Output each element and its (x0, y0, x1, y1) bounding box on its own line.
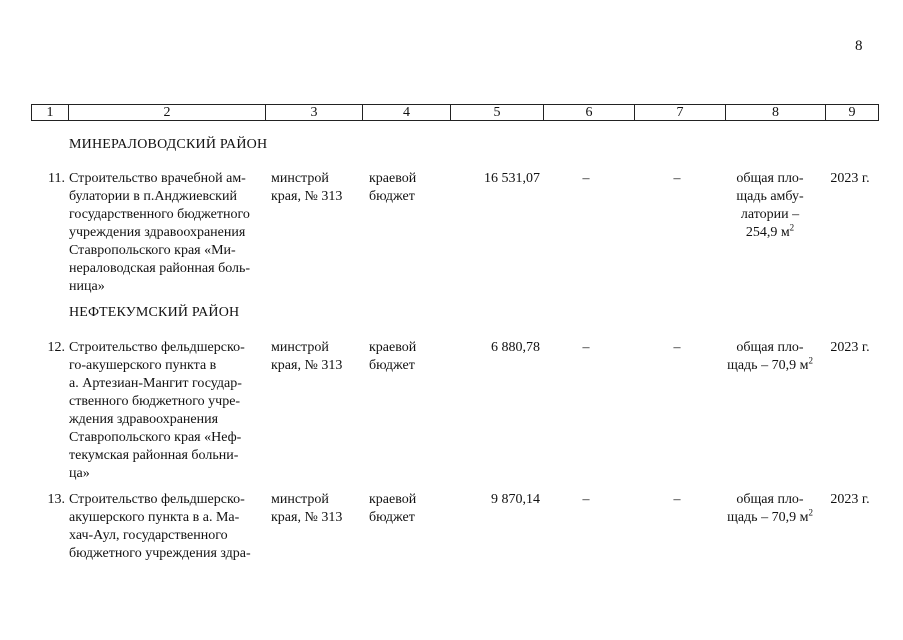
header-col-7: 7 (635, 105, 726, 121)
funding-source: краевой бюджет (369, 492, 417, 525)
object-name: Строительство фельдшерско- акушерского пункта в а. Ма- хач-Аул, государственного бюджетного учреждения здра- (69, 492, 251, 561)
col6-dash: – (582, 492, 590, 507)
funding-source: краевой бюджет (369, 340, 417, 373)
object-name: Строительство фельдшерско- го-акушерского пункта в а. Артезиан-Мангит государ- ственного бюджетного учре- ждения здравоохранения Ставропольского края «Неф- текумская районная больни- ца» (69, 340, 245, 481)
header-col-6: 6 (544, 105, 635, 121)
col7-dash: – (673, 171, 681, 186)
row-number: 13. (47, 492, 65, 507)
col7-dash: – (673, 340, 681, 355)
year: 2023 г. (830, 171, 870, 186)
row-number: 11. (48, 171, 65, 186)
amount: 9 870,14 (491, 492, 540, 507)
row-number: 12. (47, 340, 65, 355)
header-col-3: 3 (266, 105, 363, 121)
header-col-9: 9 (826, 105, 879, 121)
year: 2023 г. (830, 492, 870, 507)
capacity: общая пло- щадь – 70,9 $м^2$ (727, 492, 813, 525)
customer: минстрой края, № 313 (271, 492, 343, 525)
col7-dash: – (673, 492, 681, 507)
amount: 6 880,78 (491, 340, 540, 355)
page-number: 8 (855, 38, 863, 54)
funding-source: краевой бюджет (369, 171, 417, 204)
year: 2023 г. (830, 340, 870, 355)
district-heading: МИНЕРАЛОВОДСКИЙ РАЙОН (69, 137, 268, 152)
header-col-5: 5 (451, 105, 544, 121)
header-col-4: 4 (363, 105, 451, 121)
district-heading: НЕФТЕКУМСКИЙ РАЙОН (69, 305, 240, 320)
customer: минстрой края, № 313 (271, 171, 343, 204)
object-name: Строительство врачебной ам- булатории в п.Анджиевский государственного бюджетного учреждения здравоохранения Ставропольского края «Ми- нераловодская районная боль- ница» (69, 171, 251, 294)
col6-dash: – (582, 340, 590, 355)
capacity: общая пло- щадь – 70,9 $м^2$ (727, 340, 813, 373)
col6-dash: – (582, 171, 590, 186)
amount: 16 531,07 (484, 171, 540, 186)
header-col-1: 1 (32, 105, 69, 121)
header-col-2: 2 (69, 105, 266, 121)
header-col-8: 8 (726, 105, 826, 121)
column-number-header (31, 104, 879, 121)
capacity: общая пло- щадь амбу- латории – 254,9 $м^2$ (736, 171, 804, 240)
customer: минстрой края, № 313 (271, 340, 343, 373)
